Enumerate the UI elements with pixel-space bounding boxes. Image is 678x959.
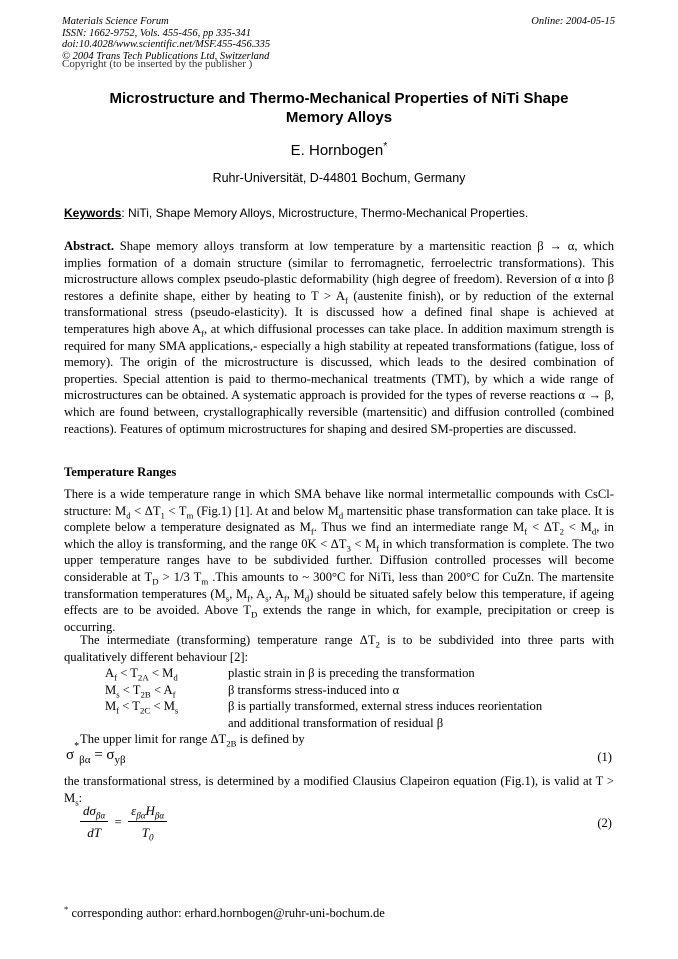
affiliation: Ruhr-Universität, D-44801 Bochum, Germany [212,171,466,185]
body-paragraph-1: There is a wide temperature range in which SMA behave like normal intermetallic compounds with CsCl-structure: $M_d < \Delta T_1 < T_m$ (Fig.1) [1]. At and below $M_d$ martensitic phase transformation can take place. It is complete below a temperature designated as $M_f$. Thus we find an intermediate range $M_f < \Delta T_2 < M_d$, in which the alloy is transforming, and the range $0K < \Delta T_3 < M_f$ in which transformation is complete. The two upper temperature ranges have to be subdivided further. Diffusion controlled processes will become considerable at $T_D > 1/3$ $T_m$ .This amounts to ~ 300°C for NiTi, less than 200°C for CuZn. The martensite transformation temperatures ($M_s$, $M_f$, $A_s$, $A_f$, $M_d$) should be situated safely below this temperature, if ageing effects are to be avoided. Above $T_D$ extends the range in which, for example, precipitation or creep is occurring. [64,487,614,634]
doi-line: doi:10.4028/www.scientific.net/MSF.455-456.335 [62,39,271,50]
footnote-text: corresponding author: erhard.hornbogen@ruhr-uni-bochum.de [71,906,385,920]
table-row [105,682,542,699]
equation-1-number: (1) [597,750,612,764]
journal-name: Materials Science Forum [62,16,169,27]
range-table [105,665,542,731]
journal-header [62,16,270,62]
copyright-line: © 2004 Trans Tech Publications Ltd, Switzerland [62,50,270,62]
equation-2-number: (2) [597,816,612,830]
abstract-label: Abstract. [64,239,115,253]
issn-line: ISSN: 1662-9752, Vols. 455-456, pp 335-341 [62,27,251,39]
title-line-1: Microstructure and Thermo-Mechanical Properties of NiTi Shape [109,90,569,107]
eq2-right-fraction: $\frac{\varepsilon_{\beta\alpha}H_{\beta\alpha}}{T_0}$ [128,803,167,841]
range-description: β is partially transformed, external stress induces reorientation [228,699,543,714]
body-paragraph-2: The intermediate (transforming) temperature range $\Delta T_2$ is to be subdivided into three parts with qualitatively different behaviour [2]: [64,633,615,664]
table-row [105,698,542,715]
publisher-placeholder: Copyright (to be inserted by the publisher ) [62,58,253,70]
eq2-left-fraction: $\frac{d\sigma_{\beta\alpha}}{dT}$ [80,803,108,841]
keywords-text: : NiTi, Shape Memory Alloys, Microstructure, Thermo-Mechanical Properties. [121,206,529,220]
table-row [105,665,542,682]
upper-limit-text: The upper limit for range $\Delta T_{2B}$ is defined by [80,732,305,749]
range-description: β transforms stress-induced into α [228,682,400,697]
range-condition: $M_s < T_{2B} < A_f$ [105,682,176,700]
author-line [60,142,618,159]
equation-2: $\frac{d\sigma_{\beta\alpha}}{dT}$ = $\frac{\varepsilon_{\beta\alpha}H_{\beta\alpha}}{T_0}$ [80,803,167,841]
footnote-mark: * [64,903,69,914]
equation-1: $\sigma^*_{\beta\alpha} = \sigma_{y\beta}$ [66,741,126,766]
section-heading: Temperature Ranges [64,465,177,479]
range-description: plastic strain in β is preceding the transformation [228,666,475,680]
range-condition: $M_f < T_{2C} < M_s$ [105,699,179,716]
author-footnote-mark: * [383,140,388,152]
title-line-2: Memory Alloys [285,109,393,126]
paper-title [60,89,618,127]
body-paragraph-3: the transformational stress, is determined by a modified Clausius Clapeiron equation (Fig.1), is valid at $T > M_s$: [64,774,614,808]
abstract: Abstract. Shape memory alloys transform at low temperature by a martensitic reaction β → α, which implies formation of a domain structure (similar to ferromagnetic, ferroelectric transformations). This microstructure allows complex pseudo-plastic deformability (high degree of freedom). Reversion of α into β restores a definite shape, either by heating to $T > A_f$ (austenite finish), or by reduction of the external transformational stress (pseudo-elasticity). It is discussed how a defined final shape is achieved at temperatures high above $A_f$, at which diffusional processes can take place. In addition maximum strength is required for many SMA applications,- especially a high stability at repeated transformations (fatigue, loss of memory). The origin of the microstructure is discussed, which leads to the desired combination of properties. Special attention is paid to thermo-mechanical treatments (TMT), by which a wide range of microstructures can be obtained. A systematic approach is provided for the types of reverse reactions α → β, which are found between, crystallographically reversible (martensitic) and diffusion controlled (combined reactions). Features of optimum microstructures for shaping and desired SM-properties are discussed. [64,239,615,436]
range-condition [105,715,228,732]
author-name: E. Hornbogen [290,142,384,159]
table-row [105,715,542,732]
keywords [64,206,528,220]
online-date: Online: 2004-05-15 [531,16,615,27]
range-description: and additional transformation of residual β [228,715,444,730]
footnote [64,903,385,921]
range-condition: $A_f < T_{2A} < M_d$ [105,666,178,683]
keywords-label: Keywords [64,206,122,220]
